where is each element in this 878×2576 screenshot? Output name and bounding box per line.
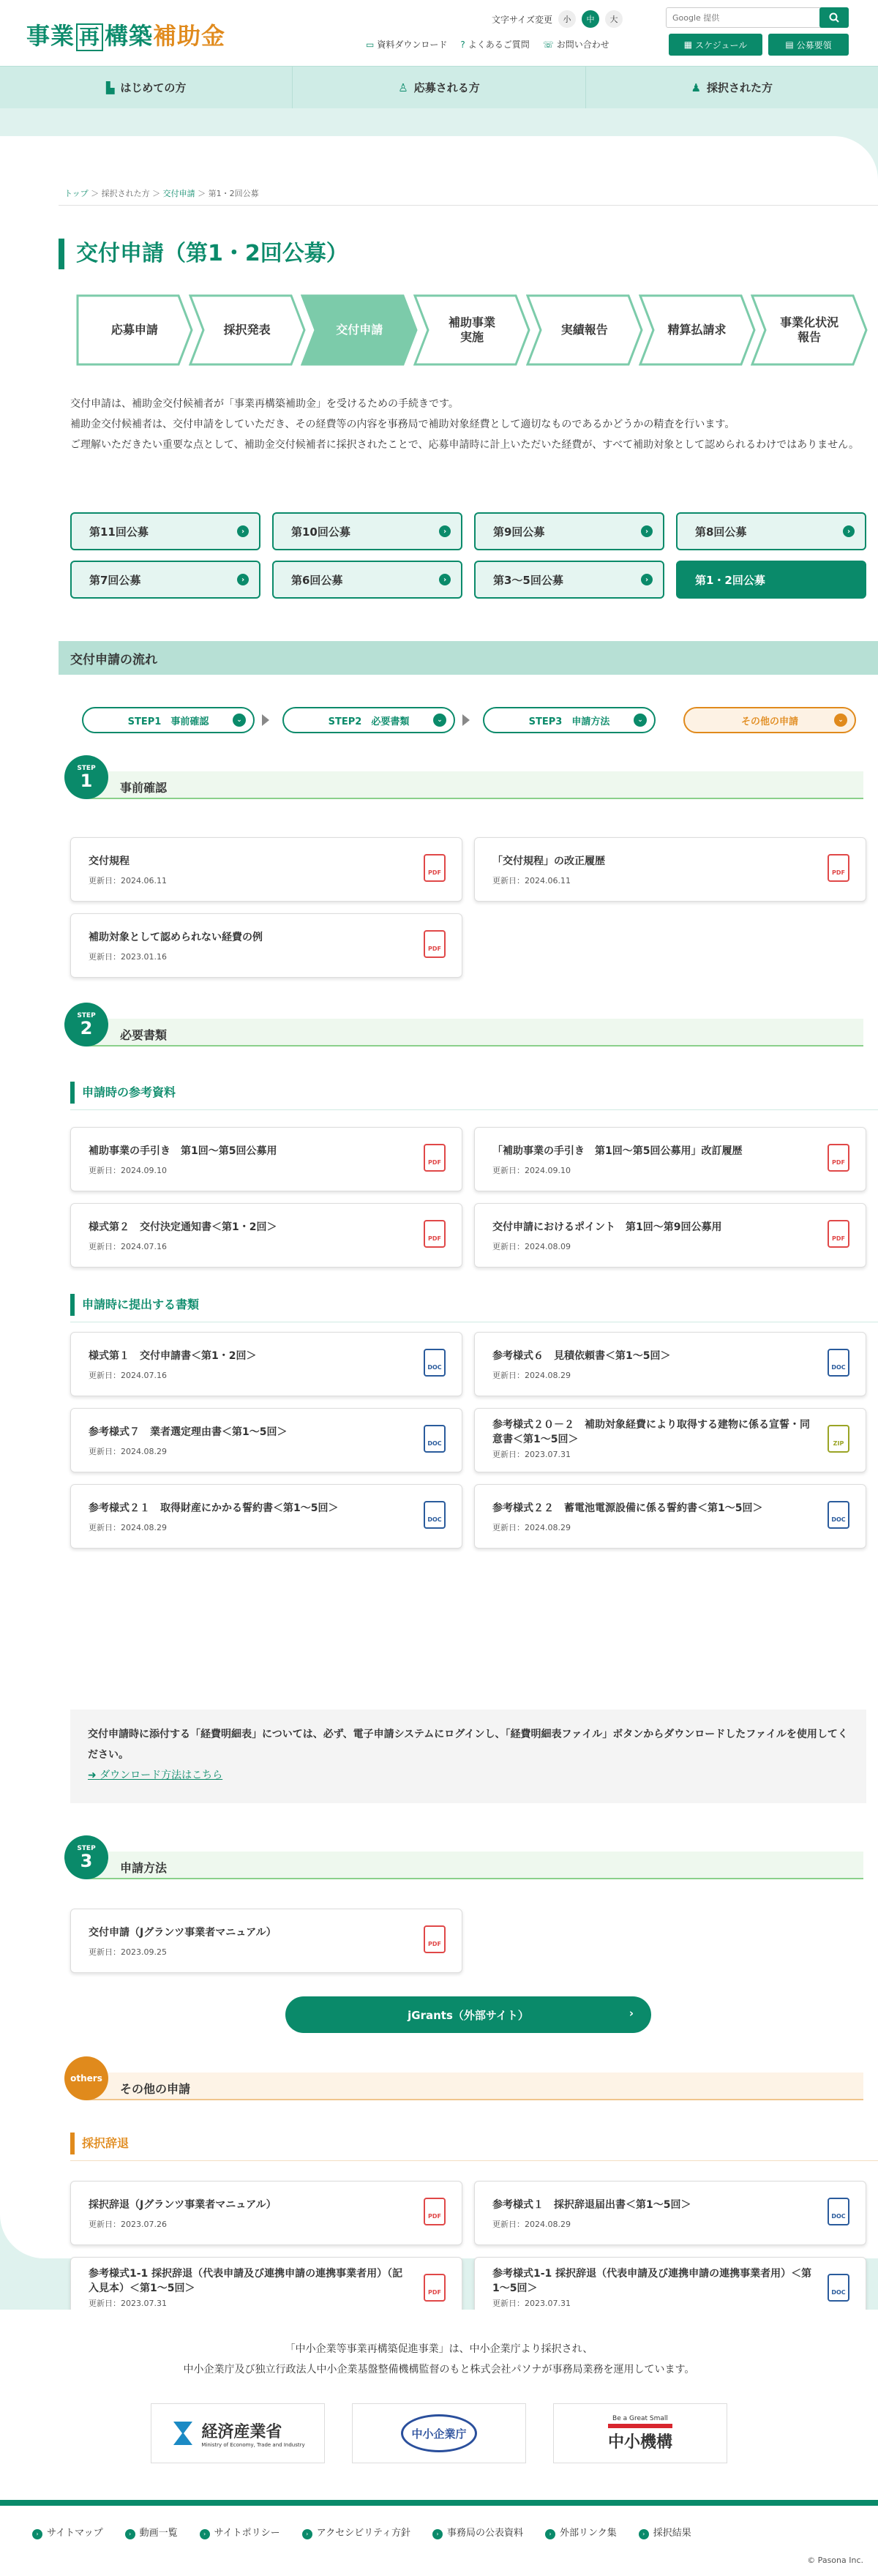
footer-link-sitemap[interactable] xyxy=(32,2525,103,2539)
header-link-faq-label: よくあるご質問 xyxy=(468,40,530,50)
nav-item-applicants[interactable] xyxy=(293,67,585,108)
process-step-payment[interactable] xyxy=(639,294,756,366)
footer-link-label: 動画一覧 xyxy=(139,2528,178,2539)
step-badge xyxy=(64,1003,108,1046)
folder-icon: ▭ xyxy=(366,40,375,50)
document-card[interactable] xyxy=(70,1332,462,1396)
font-size-label: 文字サイズ変更 xyxy=(492,14,553,25)
file-type-label: DOC xyxy=(831,2213,846,2220)
step1-cards xyxy=(70,837,866,978)
document-name: 参考様式1-1 採択辞退（代表申請及び連携申請の連携事業者用）＜第1〜5回＞ xyxy=(492,2268,812,2294)
intro-text xyxy=(70,394,868,455)
footer-text xyxy=(0,2339,878,2380)
flow-pill-label: STEP1 事前確認 xyxy=(127,716,209,727)
round-tab-label: 第8回公募 xyxy=(695,525,747,539)
step-title: 申請方法 xyxy=(120,1861,168,1875)
phone-icon: ☏ xyxy=(542,40,554,50)
guideline-button[interactable] xyxy=(768,34,849,56)
others-badge-label: others xyxy=(70,2073,102,2083)
chevron-right-icon: › xyxy=(125,2529,135,2539)
doc-file-icon xyxy=(424,1425,446,1453)
step-badge-label: STEP xyxy=(77,765,96,772)
chevron-right-icon: › xyxy=(629,2007,634,2020)
document-name: 「補助事業の手引き 第1回〜第5回公募用」改訂履歴 xyxy=(492,1145,743,1157)
calendar-icon: ▦ xyxy=(683,40,693,50)
search-box xyxy=(666,7,849,28)
pdf-file-icon xyxy=(828,1144,849,1172)
footer-link-label: 外部リンク集 xyxy=(560,2528,617,2539)
document-name: 参考様式６ 見積依頼書＜第1〜5回＞ xyxy=(492,1350,671,1362)
flow-pill-step3[interactable] xyxy=(483,707,656,733)
copyright: © Pasona Inc. xyxy=(807,2556,863,2565)
step-bar xyxy=(86,1852,863,1879)
question-icon: ? xyxy=(460,40,465,50)
round-tab-label: 第11回公募 xyxy=(89,525,149,539)
doc-file-icon xyxy=(828,2198,849,2225)
doc-file-icon xyxy=(828,2274,849,2302)
document-name: 参考様式２２ 蓄電池電源設備に係る誓約書＜第1〜5回＞ xyxy=(492,1502,763,1514)
pdf-file-icon xyxy=(424,1925,446,1953)
file-type-label: DOC xyxy=(427,1440,442,1447)
document-date: 更新日：2024.07.16 xyxy=(89,1242,167,1251)
round-tab-8[interactable] xyxy=(676,512,866,550)
logo-text-3: 補助金 xyxy=(153,22,226,50)
document-date: 更新日：2024.09.10 xyxy=(492,1166,571,1175)
round-tab-label: 第1・2回公募 xyxy=(695,573,765,587)
document-name: 様式第１ 交付申請書＜第1・2回＞ xyxy=(89,1350,257,1362)
person-outline-icon: ♙ xyxy=(398,80,408,94)
process-step-label: 事業化状況 報告 xyxy=(780,315,839,344)
meti-logo-text: 経済産業省 xyxy=(201,2422,282,2441)
step-title: その他の申請 xyxy=(120,2082,191,2096)
footer-link-label: アクセシビリティ方針 xyxy=(316,2528,410,2539)
chevron-right-icon: › xyxy=(843,525,855,537)
smrj-logo-text: 中小機構 xyxy=(607,2433,672,2452)
flow-pill-others[interactable] xyxy=(683,707,856,733)
divider xyxy=(70,2160,878,2161)
round-tab-label: 第7回公募 xyxy=(89,573,141,587)
flow-pill-label: STEP2 必要書類 xyxy=(328,716,410,727)
round-tab-label: 第9回公募 xyxy=(493,525,545,539)
document-name: 交付申請におけるポイント 第1回〜第9回公募用 xyxy=(492,1221,722,1233)
step-title: 必要書類 xyxy=(120,1028,168,1042)
sme-agency-logo[interactable] xyxy=(352,2403,526,2463)
document-card[interactable] xyxy=(70,1203,462,1268)
document-name: 「交付規程」の改正履歴 xyxy=(492,855,605,867)
step3-cards xyxy=(70,1909,866,1973)
file-type-label: PDF xyxy=(832,869,845,876)
process-step-label: 実績報告 xyxy=(560,323,608,337)
document-name: 交付申請（Jグランツ事業者マニュアル） xyxy=(89,1927,277,1939)
sme-agency-logo-text: 中小企業庁 xyxy=(401,2414,477,2452)
file-type-label: DOC xyxy=(427,1516,442,1523)
step-badge-number: 2 xyxy=(80,1018,93,1038)
breadcrumb: トップ ＞ 採択された方 ＞ 交付申請 ＞ 第1・2回公募 xyxy=(64,189,259,198)
others-badge xyxy=(64,2056,108,2100)
document-name: 参考様式２１ 取得財産にかかる誓約書＜第1〜5回＞ xyxy=(89,1502,339,1514)
chevron-down-icon: ⌄ xyxy=(834,714,847,727)
document-date: 更新日：2024.09.10 xyxy=(89,1166,167,1175)
nav-item-first-time[interactable] xyxy=(0,67,293,108)
step-badge-label: STEP xyxy=(77,1012,96,1019)
footer-divider xyxy=(0,2500,878,2506)
round-tab-label: 第3〜5回公募 xyxy=(493,573,563,587)
document-card[interactable] xyxy=(70,2181,462,2245)
document-card[interactable] xyxy=(70,1408,462,1472)
round-tab-10[interactable] xyxy=(272,512,462,550)
document-name: 交付規程 xyxy=(89,855,130,867)
step-badge-label: STEP xyxy=(77,1845,96,1852)
chevron-down-icon: ⌄ xyxy=(233,714,246,727)
note-text: 交付申請時に添付する「経費明細表」については、必ず、電子申請システムにログインし、「経費明細表ファイル」ボタンからダウンロードしたファイルを使用してください。 xyxy=(88,1729,848,1761)
chevron-down-icon: ⌄ xyxy=(634,714,647,727)
chevron-right-icon: › xyxy=(200,2529,210,2539)
document-date: 更新日：2023.09.25 xyxy=(89,1947,167,1957)
round-tab-1-2[interactable] xyxy=(676,561,866,599)
header-link-faq[interactable] xyxy=(460,38,529,50)
file-type-label: PDF xyxy=(428,1941,441,1947)
file-type-label: PDF xyxy=(832,1159,845,1166)
pdf-file-icon xyxy=(424,854,446,882)
step-bar xyxy=(86,1019,863,1046)
step2-submit-cards xyxy=(70,1332,866,1549)
global-nav xyxy=(0,66,878,108)
document-date: 更新日：2024.08.29 xyxy=(89,1447,167,1456)
round-tabs xyxy=(70,512,866,599)
logo-text-box: 再 xyxy=(76,23,103,51)
pdf-file-icon xyxy=(424,2274,446,2302)
chevron-right-icon: › xyxy=(32,2529,42,2539)
header-link-download-label: 資料ダウンロード xyxy=(377,40,448,50)
triangle-right-icon xyxy=(462,714,470,726)
document-date: 更新日：2024.08.29 xyxy=(492,1523,571,1532)
chevron-right-icon: › xyxy=(545,2529,555,2539)
intro-paragraph: 補助金交付候補者は、交付申請をしていただき、その経費等の内容を事務局で補助対象経費として適切なものであるかどうかの精査を行います。 xyxy=(70,419,735,430)
font-size-medium-button[interactable]: 中 xyxy=(582,10,599,28)
footer-line: 中小企業庁及び独立行政法人中小企業基盤整備機構監督のもと株式会社パソナが事務局業務を運用しています。 xyxy=(183,2364,695,2375)
divider xyxy=(59,205,878,206)
file-type-label: DOC xyxy=(831,1364,846,1371)
document-card[interactable] xyxy=(474,837,866,902)
site-header xyxy=(0,0,878,66)
document-card[interactable] xyxy=(474,1332,866,1396)
sub-heading: 申請時の参考資料 xyxy=(70,1082,878,1104)
round-tab-6[interactable] xyxy=(272,561,462,599)
document-name: 参考様式１ 採択辞退届出書＜第1〜5回＞ xyxy=(492,2199,691,2211)
document-name: 様式第２ 交付決定通知書＜第1・2回＞ xyxy=(89,1221,277,1233)
round-tab-11[interactable] xyxy=(70,512,260,550)
step-badge-number: 1 xyxy=(80,771,93,791)
zip-file-icon xyxy=(828,1425,849,1453)
schedule-button[interactable] xyxy=(669,34,762,56)
round-tab-3-5[interactable] xyxy=(474,561,664,599)
round-tab-9[interactable] xyxy=(474,512,664,550)
doc-file-icon xyxy=(828,1349,849,1377)
footer-link-videos[interactable] xyxy=(125,2525,178,2539)
step-badge-number: 3 xyxy=(80,1851,93,1871)
document-card[interactable] xyxy=(70,1127,462,1191)
process-step-application[interactable] xyxy=(76,294,193,366)
process-step-label: 精算払請求 xyxy=(667,323,727,337)
sub-heading: 採択辞退 xyxy=(70,2133,878,2154)
document-card[interactable] xyxy=(474,2181,866,2245)
chevron-right-icon: › xyxy=(302,2529,312,2539)
sub-heading: 申請時に提出する書類 xyxy=(70,1294,878,1316)
document-date: 更新日：2024.07.16 xyxy=(89,1371,167,1380)
jgrants-button-label: jGrants（外部サイト） xyxy=(408,2008,529,2022)
file-type-label: PDF xyxy=(428,2213,441,2220)
footer-link-label: 事務局の公表資料 xyxy=(447,2528,524,2539)
document-icon: ▤ xyxy=(785,40,794,50)
guideline-button-label: 公募要領 xyxy=(796,40,832,50)
search-input[interactable] xyxy=(672,8,819,27)
footer-link-label: サイトマップ xyxy=(47,2528,103,2539)
smrj-red-bar xyxy=(608,2424,672,2428)
file-type-label: PDF xyxy=(428,869,441,876)
triangle-right-icon xyxy=(262,714,269,726)
footer-link-accessibility[interactable] xyxy=(302,2525,410,2539)
file-type-label: DOC xyxy=(427,1364,442,1371)
pdf-file-icon xyxy=(424,930,446,958)
document-date: 更新日：2023.07.31 xyxy=(492,1450,571,1459)
logo-text-1: 事業 xyxy=(26,22,75,50)
breadcrumb-adopted[interactable]: 採択された方 xyxy=(101,189,150,198)
footer-nav xyxy=(32,2525,691,2539)
process-step-label: 補助事業 実施 xyxy=(449,315,496,344)
font-size-small-button[interactable]: 小 xyxy=(558,10,576,28)
pdf-file-icon xyxy=(828,854,849,882)
process-step-grant-application[interactable] xyxy=(301,294,418,366)
document-date: 更新日：2024.06.11 xyxy=(492,876,571,886)
round-tab-label: 第6回公募 xyxy=(291,573,343,587)
download-method-link-label: ダウンロード方法はこちら xyxy=(100,1770,223,1781)
step-badge xyxy=(64,1835,108,1879)
step-title: 事前確認 xyxy=(120,781,168,795)
footer-link-label: サイトポリシー xyxy=(214,2528,280,2539)
document-date: 更新日：2023.01.16 xyxy=(89,952,167,962)
chevron-down-icon: ⌄ xyxy=(433,714,446,727)
others-header xyxy=(64,2056,878,2100)
file-type-label: DOC xyxy=(831,2289,846,2296)
chevron-right-icon: › xyxy=(237,574,249,585)
file-type-label: PDF xyxy=(428,946,441,952)
nav-item-label: 応募される方 xyxy=(413,81,480,94)
flow-pill-label: STEP3 申請方法 xyxy=(528,716,610,727)
divider xyxy=(70,1109,878,1110)
file-type-label: PDF xyxy=(428,2289,441,2296)
chevron-right-icon: › xyxy=(439,525,451,537)
document-card[interactable] xyxy=(70,1909,462,1973)
nav-item-adopted[interactable] xyxy=(586,67,878,108)
expense-note xyxy=(70,1710,866,1803)
main-content xyxy=(0,136,878,2308)
intro-paragraph: ご理解いただきたい重要な点として、補助金交付候補者に採択されたことで、応募申請時に計上いただいた経費が、すべて補助対象として認められるわけではありません。 xyxy=(70,439,859,451)
chevron-right-icon: › xyxy=(432,2529,443,2539)
person-icon: ♟ xyxy=(691,80,702,94)
file-type-label: PDF xyxy=(832,1235,845,1242)
document-date: 更新日：2023.07.31 xyxy=(492,2299,571,2308)
footer-link-results[interactable] xyxy=(639,2525,691,2539)
step1-header xyxy=(64,755,878,799)
breadcrumb-home[interactable]: トップ xyxy=(64,189,89,198)
document-date: 更新日：2024.08.29 xyxy=(492,1371,571,1380)
footer-link-policy[interactable] xyxy=(200,2525,280,2539)
process-step-implementation[interactable] xyxy=(413,294,530,366)
document-date: 更新日：2023.07.26 xyxy=(89,2220,167,2229)
search-icon xyxy=(829,12,839,23)
header-link-download[interactable] xyxy=(366,38,447,50)
site-logo[interactable] xyxy=(26,18,225,51)
process-step-commercialization[interactable] xyxy=(751,294,868,366)
process-steps xyxy=(76,294,863,366)
document-date: 更新日：2024.06.11 xyxy=(89,876,167,886)
meti-logo[interactable] xyxy=(151,2403,325,2463)
footer-logos xyxy=(151,2403,727,2463)
footer-link-label: 採択結果 xyxy=(653,2528,691,2539)
document-card[interactable] xyxy=(474,1127,866,1191)
document-date: 更新日：2023.07.31 xyxy=(89,2299,167,2308)
pdf-file-icon xyxy=(424,1220,446,1248)
process-step-label: 応募申請 xyxy=(110,323,158,337)
search-button[interactable] xyxy=(819,7,849,28)
document-name: 参考様式1-1 採択辞退（代表申請及び連携申請の連携事業者用）（記入見本）＜第1〜5回＞ xyxy=(89,2268,403,2294)
flow-pills xyxy=(82,707,855,733)
doc-file-icon xyxy=(424,1349,446,1377)
document-card[interactable] xyxy=(474,1408,866,1472)
file-type-label: PDF xyxy=(428,1235,441,1242)
file-type-label: PDF xyxy=(428,1159,441,1166)
font-size-large-button[interactable]: 大 xyxy=(605,10,623,28)
document-name: 参考様式２０－２ 補助対象経費により取得する建物に係る宣誓・同意書＜第1〜5回＞ xyxy=(492,1419,810,1445)
logo-text-2: 構築 xyxy=(105,22,154,50)
doc-file-icon xyxy=(424,1501,446,1529)
step-badge xyxy=(64,755,108,799)
others-cards xyxy=(70,2181,866,2321)
header-link-contact[interactable] xyxy=(543,38,609,50)
chevron-right-icon: › xyxy=(641,574,653,585)
process-step-announcement[interactable] xyxy=(189,294,306,366)
step3-header xyxy=(64,1835,878,1879)
document-card[interactable] xyxy=(70,837,462,902)
breadcrumb-grant-application[interactable]: 交付申請 xyxy=(162,189,195,198)
round-tab-7[interactable] xyxy=(70,561,260,599)
footer-line: 「中小企業等事業再構築促進事業」は、中小企業庁より採択され、 xyxy=(285,2343,593,2355)
meti-emblem-icon xyxy=(170,2419,195,2448)
footer-link-public-docs[interactable] xyxy=(432,2525,523,2539)
step-bar xyxy=(86,2073,863,2100)
nav-item-label: はじめての方 xyxy=(120,81,187,94)
schedule-button-label: スケジュール xyxy=(695,40,748,50)
meti-logo-subtext: Ministry of Economy, Trade and Industry xyxy=(201,2441,305,2448)
flow-pill-label: その他の申請 xyxy=(740,716,798,727)
chevron-right-icon: › xyxy=(639,2529,649,2539)
intro-paragraph: 交付申請は、補助金交付候補者が「事業再構築補助金」を受けるための手続きです。 xyxy=(70,398,459,410)
chevron-right-icon: › xyxy=(237,525,249,537)
document-name: 補助対象として認められない経費の例 xyxy=(89,932,263,943)
header-link-contact-label: お問い合わせ xyxy=(556,40,609,50)
process-step-label: 交付申請 xyxy=(336,323,383,337)
site-footer xyxy=(0,2310,878,2576)
document-name: 参考様式７ 業者選定理由書＜第1〜5回＞ xyxy=(89,1426,288,1438)
breadcrumb-current: 第1・2回公募 xyxy=(208,189,259,198)
document-card[interactable] xyxy=(474,1203,866,1268)
flow-heading: 交付申請の流れ xyxy=(59,641,878,675)
flow-pill-step1[interactable] xyxy=(82,707,255,733)
footer-link-external[interactable] xyxy=(545,2525,617,2539)
font-size-switcher xyxy=(492,10,623,28)
pdf-file-icon xyxy=(828,1220,849,1248)
nav-item-label: 採択された方 xyxy=(707,81,773,94)
book-icon: ▙ xyxy=(105,80,115,94)
smrj-logo[interactable] xyxy=(553,2403,727,2463)
doc-file-icon xyxy=(828,1501,849,1529)
chevron-right-icon: › xyxy=(641,525,653,537)
step-bar xyxy=(86,771,863,799)
pdf-file-icon xyxy=(424,2198,446,2225)
chevron-right-icon: ➜ xyxy=(88,1770,100,1781)
smrj-logo-tagline: Be a Great Small xyxy=(612,2414,668,2422)
document-date: 更新日：2024.08.29 xyxy=(89,1523,167,1532)
document-name: 補助事業の手引き 第1回〜第5回公募用 xyxy=(89,1145,277,1157)
document-card[interactable] xyxy=(70,1484,462,1549)
flow-pill-step2[interactable] xyxy=(282,707,455,733)
file-type-label: ZIP xyxy=(833,1440,844,1447)
download-method-link[interactable] xyxy=(88,1770,222,1781)
jgrants-button[interactable] xyxy=(285,1996,651,2033)
document-card[interactable] xyxy=(70,913,462,978)
document-card[interactable] xyxy=(474,1484,866,1549)
header-links xyxy=(366,38,609,50)
process-step-label: 採択発表 xyxy=(223,323,271,337)
document-date: 更新日：2024.08.29 xyxy=(492,2220,571,2229)
file-type-label: DOC xyxy=(831,1516,846,1523)
document-date: 更新日：2024.08.09 xyxy=(492,1242,571,1251)
chevron-right-icon: › xyxy=(439,574,451,585)
document-name: 採択辞退（Jグランツ事業者マニュアル） xyxy=(89,2199,277,2211)
round-tab-label: 第10回公募 xyxy=(291,525,350,539)
step2-header xyxy=(64,1003,878,1046)
step2-ref-cards xyxy=(70,1127,866,1268)
pdf-file-icon xyxy=(424,1144,446,1172)
page-title: 交付申請（第1・2回公募） xyxy=(59,239,348,269)
process-step-report[interactable] xyxy=(526,294,643,366)
